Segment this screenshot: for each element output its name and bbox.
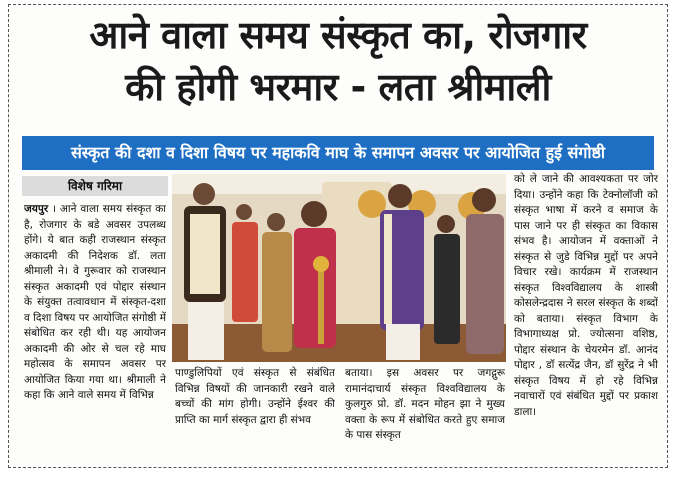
headline-line-2: की होगी भरमार - लता श्रीमाली — [125, 65, 551, 109]
headline-line-1: आने वाला समय संस्कृत का, रोजगार — [89, 13, 587, 57]
article-column-2: पाण्डुलिपियों एवं संस्कृत से संबंधित विभिन्न विषयों की जानकारी रखने वाले बच्चों की मांग होगी। उन्होंने ईश्वर की प्राप्ति का मार्ग संस्कृत द्वारा ही संभव — [175, 367, 335, 426]
subhead-banner: संस्कृत की दशा व दिशा विषय पर महाकवि माघ के समापन अवसर पर आयोजित हुई संगोष्ठी — [22, 136, 654, 170]
article-column-1 — [24, 202, 166, 446]
dateline-place: जयपुर — [24, 203, 49, 215]
article-column-3: बताया। इस अवसर पर जगद्गुरू रामानंदाचार्य संस्कृत विश्वविद्यालय के कुलगुरु प्रो. डॉ. मदन मोहन झा ने मुख्य वक्ता के रूप में संबोधित करते हुए समाज के पास संस्कृत — [345, 367, 505, 441]
column-1-text: । आने वाला समय संस्कृत का है, रोजगार के बडे अवसर उपलब्ध होंगे। ये बात कही राजस्थान संस्कृत अकादमी की निदेशक डॉ. लता श्रीमाली ने। वे गुरूवार को राजस्थान संस्कृत अकादमी एवं पोद्दार संस्थान के संयुक्त तत्वावधान में संस्कृत-दशा व दिशा विषय पर आयोजित संगोष्ठी में संबोधित कर रही थी। यह आयोजन अकादमी की ओर से चल रहे माघ महोत्सव के समापन अवसर पर आयोजित किया गया था। श्रीमाली ने कहा कि आने वाले समय में विभिन्न — [24, 203, 166, 401]
event-photo — [172, 174, 506, 362]
byline: विशेष गरिमा — [22, 176, 168, 196]
event-photo-illustration — [172, 174, 506, 362]
article-column-4: को ले जाने की आवश्यकता पर जोर दिया। उन्होंने कहा कि टेक्नोलॉजी को संस्कृत भाषा में करने व समाज के पास जाने पर ही संस्कृत का विकास संभव है। आयोजन में वक्ताओं ने संस्कृत से जुडे विभिन्न मुद्दों पर अपने विचार रखे। कार्यक्रम में राजस्थान संस्कृत विश्वविद्यालय के शास्त्री कोसलेन्द्रदास ने सरल संस्कृत के शब्दों को बताया। संस्कृत विभाग के विभागाध्यक्ष प्रो. ज्योत्सना वशिष्ठ, पोद्दार संस्थान के चेयरमेन डॉ. आनंद पोद्दार , डॉ सत्येंद्र जैन, डॉ सुरेंद्र ने भी संस्कृत विषय में हो रहे विभिन्न नवाचारों एवं संबंधित मुद्दों पर प्रकाश डाला। — [514, 173, 658, 418]
